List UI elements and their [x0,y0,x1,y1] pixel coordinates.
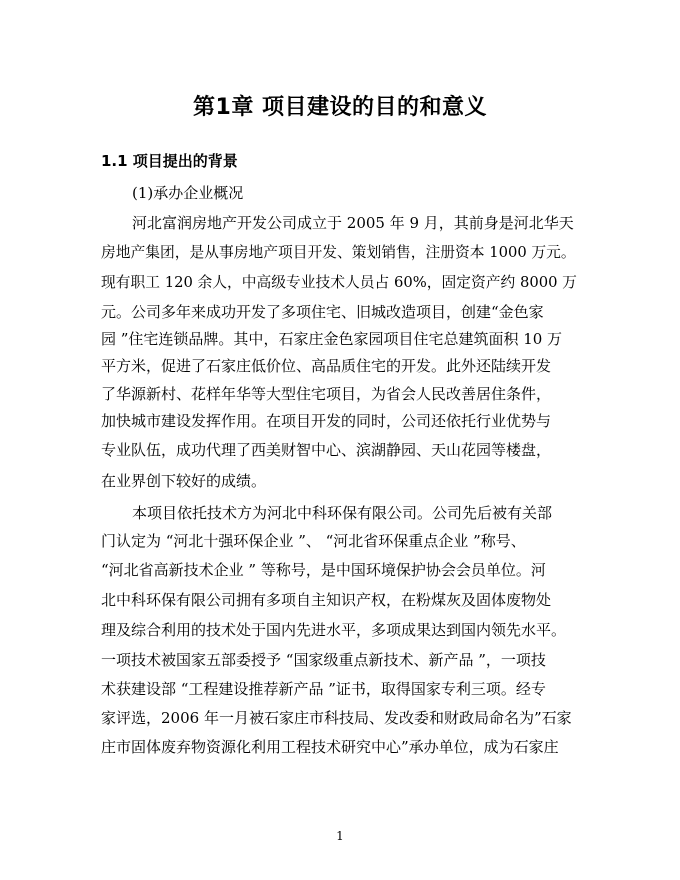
page-number: 1 [336,829,344,843]
paragraph-line: 家评选，2006 年一月被石家庄市科技局、发改委和财政局命名为”石家 [101,709,572,727]
paragraph-line: 在业界创下较好的成绩。 [101,472,267,490]
paragraph-line: 元。公司多年来成功开发了多项住宅、旧城改造项目，创建“金色家 [101,303,544,321]
paragraph-line: 本项目依托技术方为河北中科环保有限公司。公司先后被有关部 [132,504,553,522]
paragraph-line: 现有职工 120 余人，中高级专业技术人员占 60%，固定资产约 8000 万 [101,274,577,291]
paragraph-line: 术获建设部 “工程建设推荐新产品 ”证书，取得国家专利三项。经专 [101,680,546,698]
chapter-title: 第1章 项目建设的目的和意义 [193,95,487,120]
paragraph-line: 加快城市建设发挥作用。在项目开发的同时，公司还依托行业优势与 [101,412,552,430]
paragraph-line: “河北省高新技术企业 ” 等称号，是中国环境保护协会会员单位。河 [101,561,546,579]
paragraph-line: 北中科环保有限公司拥有多项自主知识产权，在粉煤灰及固体废物处 [101,591,552,609]
paragraph-line: 河北富润房地产开发公司成立于 2005 年 9 月，其前身是河北华天 [132,214,574,232]
paragraph-line: 了华源新村、花样年华等大型住宅项目，为省会人民改善居住条件， [101,385,552,403]
paragraph-line: 门认定为 “河北十强环保企业 ”、 “河北省环保重点企业 ”称号、 [101,532,526,550]
paragraph-line: 平方米，促进了石家庄低价位、高品质住宅的开发。此外还陆续开发 [101,357,552,375]
paragraph-line: 一项技术被国家五部委授予 “国家级重点新技术、新产品 ”，一项技 [101,651,546,669]
section-heading: 1.1 项目提出的背景 [101,152,238,170]
paragraph-line: 理及综合利用的技术处于国内先进水平，多项成果达到国内领先水平。 [101,621,567,639]
paragraph-line: 庄市固体废弃物资源化利用工程技术研究中心”承办单位，成为石家庄 [101,738,559,756]
paragraph-line: 园 ”住宅连锁品牌。其中，石家庄金色家园项目住宅总建筑面积 10 万 [101,330,563,348]
paragraph-line: 专业队伍，成功代理了西美财智中心、滨湖静园、天山花园等楼盘， [101,441,552,459]
paragraph-line: 房地产集团，是从事房地产项目开发、策划销售，注册资本 1000 万元。 [101,244,576,261]
subheading: (1)承办企业概况 [132,184,244,202]
